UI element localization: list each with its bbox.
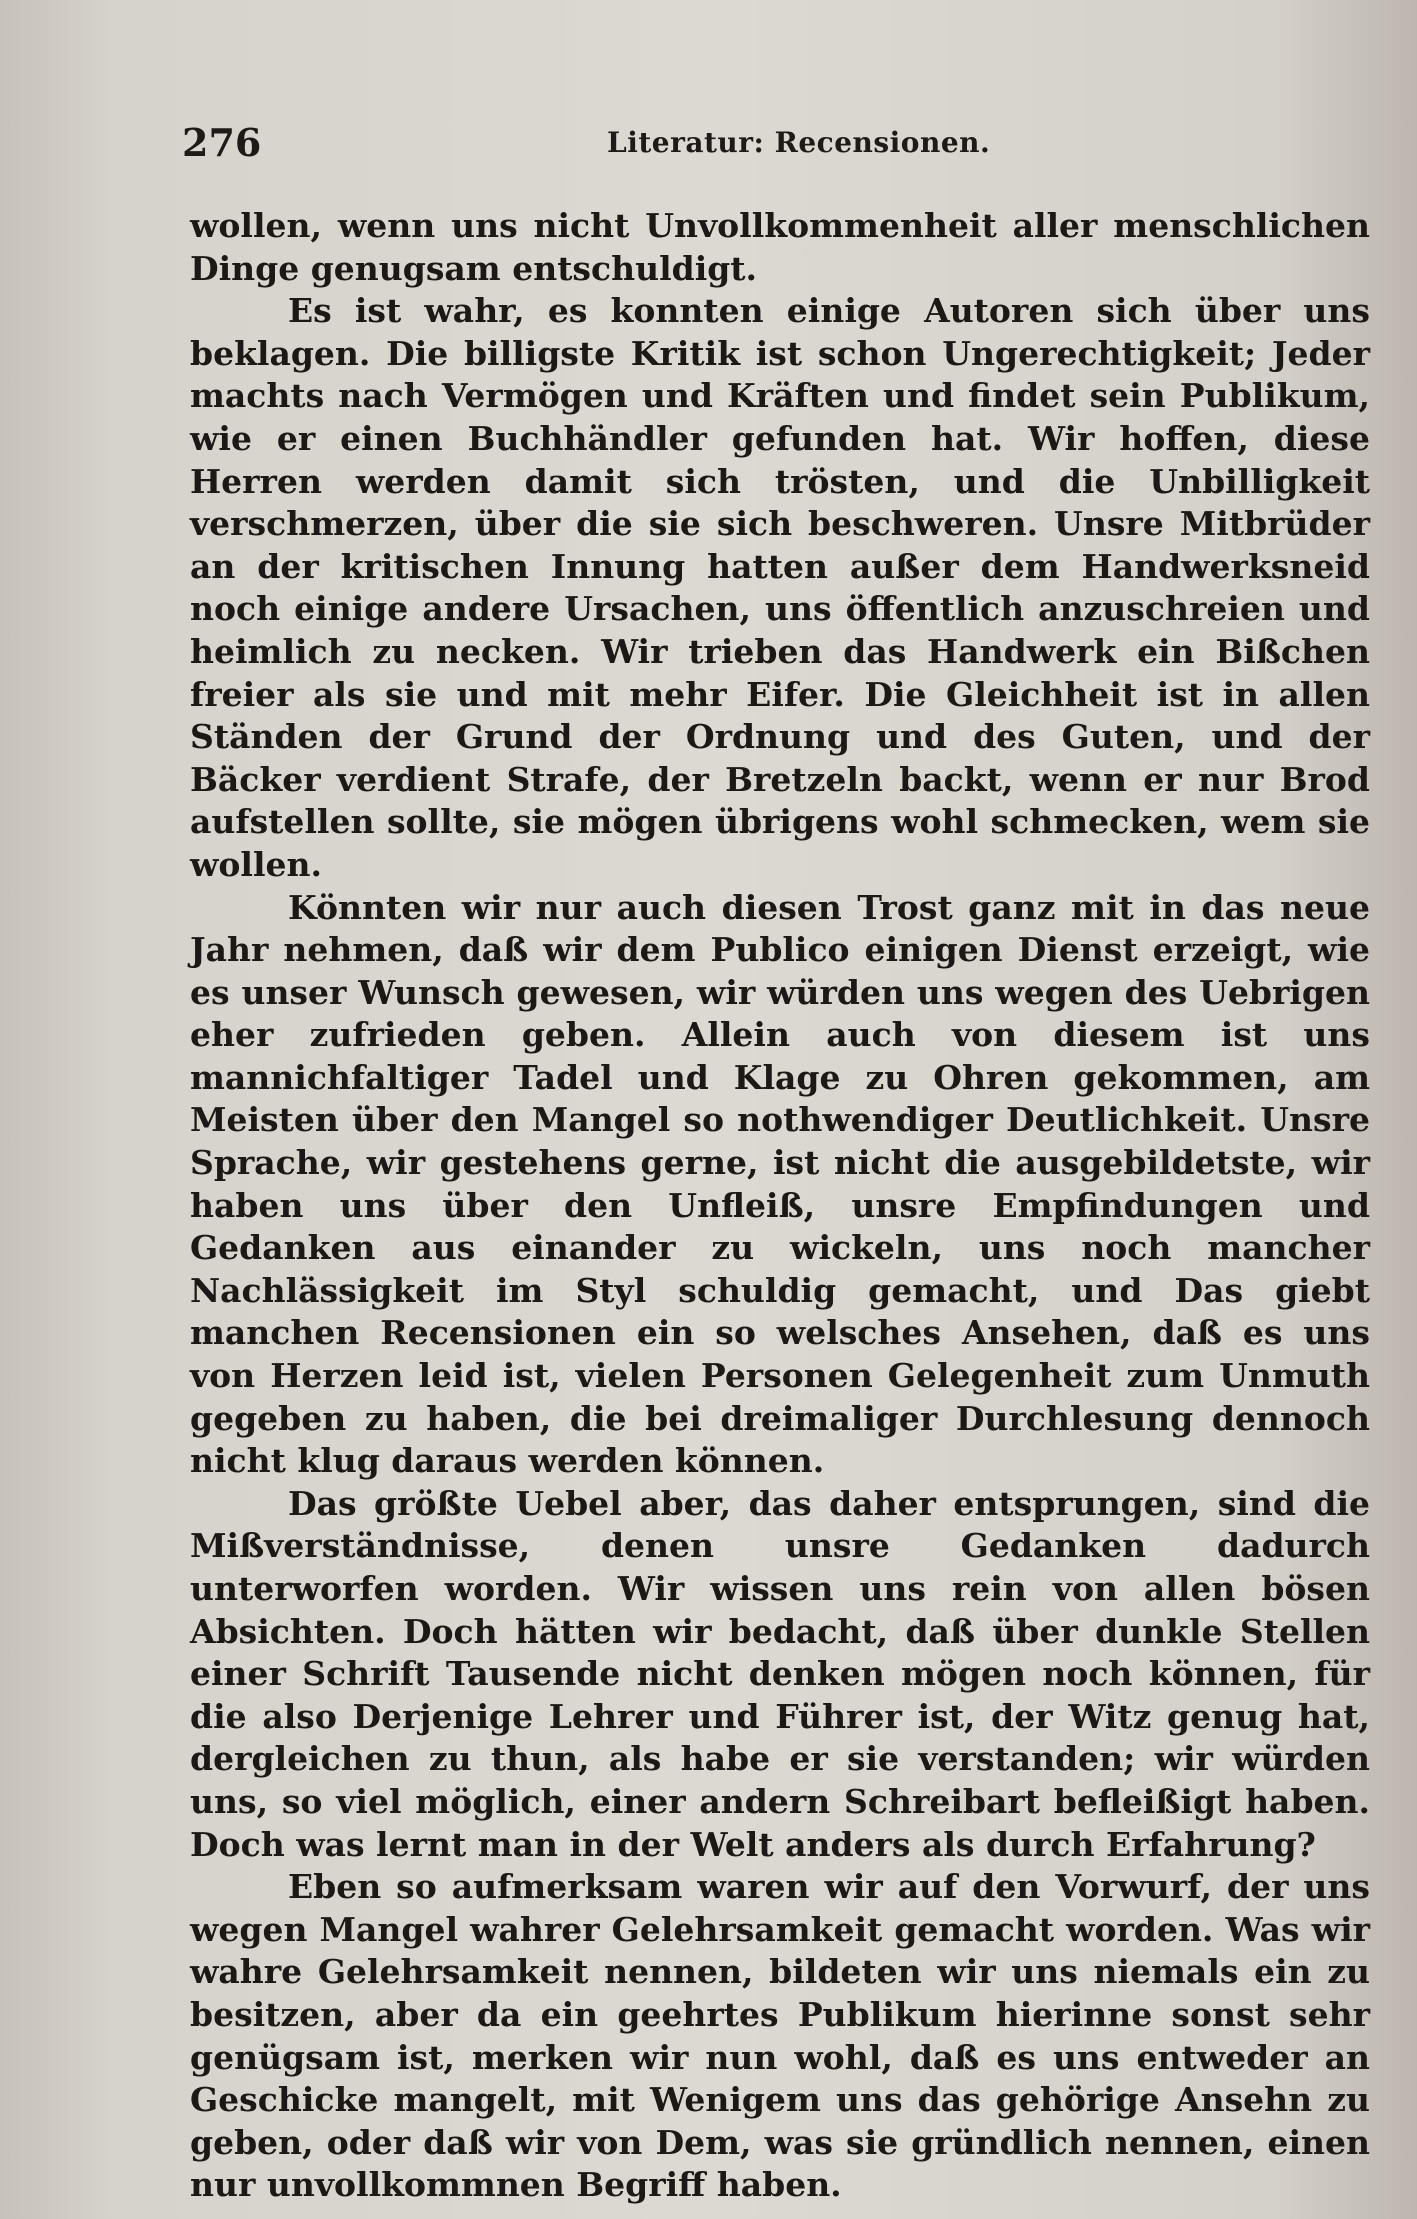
paragraph: Es ist wahr, es konnten einige Autoren sich über uns beklagen. Die billigste Kritik ist schon Ungerechtigkeit; Jeder machts nach Vermögen und Kräften und findet sein Publikum, wie er einen Buchhändler gefunden hat. Wir hoffen, diese Herren werden damit sich trösten, und die Unbilligkeit verschmerzen, über die sie sich beschweren. Unsre Mitbrüder an der kritischen Innung hatten außer dem Handwerksneid noch einige andere Ursachen, uns öffentlich anzuschreien und heimlich zu necken. Wir trieben das Handwerk ein Bißchen freier als sie und mit mehr Eifer. Die Gleichheit ist in allen Ständen der Grund der Ordnung und des Guten, und der Bäcker verdient Strafe, der Bretzeln backt, wenn er nur Brod aufstellen sollte, sie mögen übrigens wohl schmecken, wem sie wollen.	[190, 291, 1370, 884]
paragraph: Könnten wir nur auch diesen Trost ganz mit in das neue Jahr nehmen, daß wir dem Publico einigen Dienst erzeigt, wie es unser Wunsch gewesen, wir würden uns wegen des Uebrigen eher zufrieden geben. Allein auch von diesem ist uns mannichfaltiger Tadel und Klage zu Ohren gekommen, am Meisten über den Mangel so nothwendiger Deutlichkeit. Unsre Sprache, wir gestehens gerne, ist nicht die ausgebildetste, wir haben uns über den Unfleiß, unsre Empfindungen und Gedanken aus einander zu wickeln, uns noch mancher Nachlässigkeit im Styl schuldig gemacht, und Das giebt manchen Recensionen ein so welsches Ansehen, daß es uns von Herzen leid ist, vielen Personen Gelegenheit zum Unmuth gegeben zu haben, die bei dreimaliger Durchlesung dennoch nicht klug daraus werden können.	[190, 887, 1370, 1481]
paragraph: Eben so aufmerksam waren wir auf den Vorwurf, der uns wegen Mangel wahrer Gelehrsamkeit gemacht worden. Was wir wahre Gelehrsamkeit nennen, bildeten wir uns niemals ein zu besitzen, aber da ein geehrtes Publikum hierinne sonst sehr genügsam ist, merken wir nun wohl, daß es uns entweder an Geschicke mangelt, mit Wenigem uns das gehörige Ansehn zu geben, oder daß wir von Dem, was sie gründlich nennen, einen nur unvollkommnen Begriff haben.	[190, 1867, 1370, 2205]
paragraph: wollen, wenn uns nicht Unvollkommenheit aller menschlichen Dinge genugsam entschuldigt.	[190, 206, 1370, 288]
page-number: 276	[182, 120, 262, 165]
body-text	[190, 205, 1370, 2207]
page-header	[182, 120, 1372, 170]
running-head: Literatur: Recensionen.	[607, 126, 991, 159]
paragraph: Das größte Uebel aber, das daher entsprungen, sind die Mißverständnisse, denen unsre Gedanken dadurch unterworfen worden. Wir wissen uns rein von allen bösen Absichten. Doch hätten wir bedacht, daß über dunkle Stellen einer Schrift Tausende nicht denken mögen noch können, für die also Derjenige Lehrer und Führer ist, der Witz genug hat, dergleichen zu thun, als habe er sie verstanden; wir würden uns, so viel möglich, einer andern Schreibart befleißigt haben. Doch was lernt man in der Welt anders als durch Erfahrung?	[190, 1483, 1370, 1864]
